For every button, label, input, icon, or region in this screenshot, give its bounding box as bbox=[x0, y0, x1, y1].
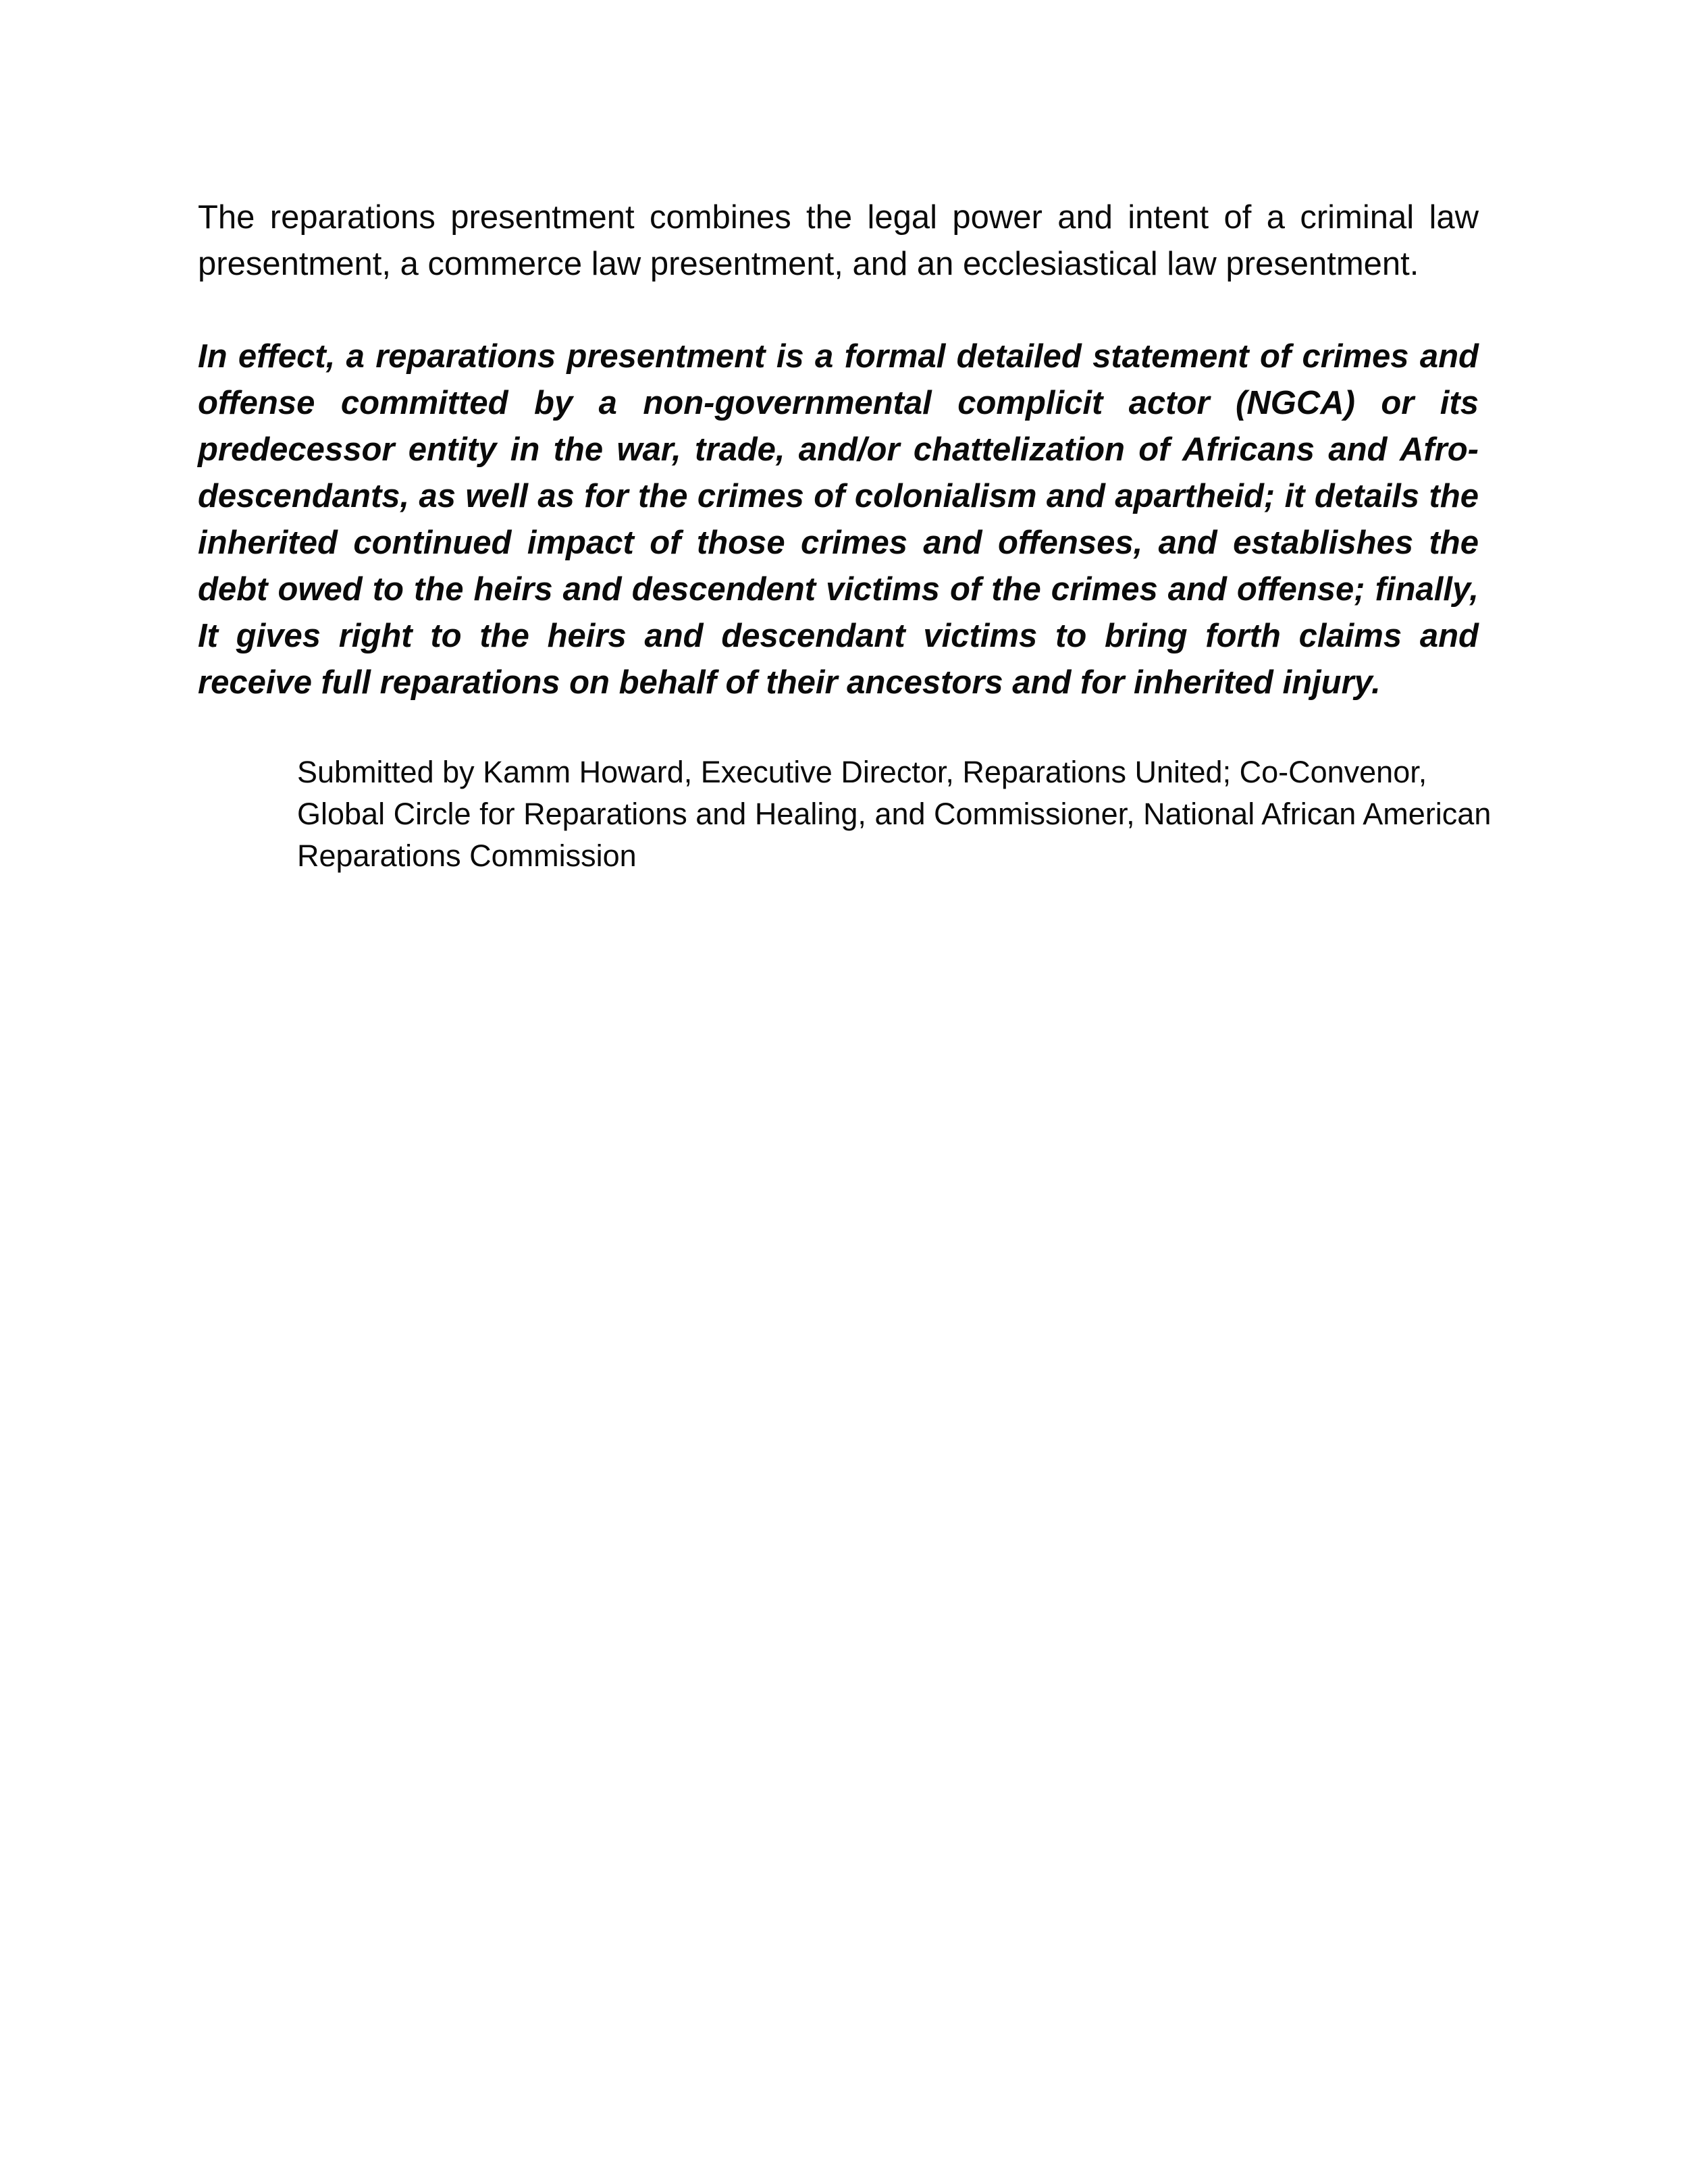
attribution-line: Submitted by Kamm Howard, Executive Director, Reparations United; Co-Convenor, bbox=[297, 755, 1427, 789]
attribution-line: Global Circle for Reparations and Healing, and Commissioner, National African American bbox=[297, 797, 1492, 831]
definition-paragraph: In effect, a reparations presentment is a formal detailed statement of crimes and offense committed by a non-governmental complicit actor (NGCA) or its predecessor entity in the war, trade, and/or chattelization of Africans and Afro-descendants, as well as for the crimes of colonialism and apartheid; it details the inherited continued impact of those crimes and offenses, and establishes the debt owed to the heirs and descendent victims of the crimes and offense; finally, It gives right to the heirs and descendant victims to bring forth claims and receive full reparations on behalf of their ancestors and for inherited injury. bbox=[198, 338, 1479, 701]
intro-paragraph: The reparations presentment combines the legal power and intent of a criminal law presentment, a commerce law presentment, and an ecclesiastical law presentment. bbox=[198, 199, 1479, 282]
attribution-line: Reparations Commission bbox=[297, 838, 637, 873]
attribution-block bbox=[297, 751, 1492, 877]
